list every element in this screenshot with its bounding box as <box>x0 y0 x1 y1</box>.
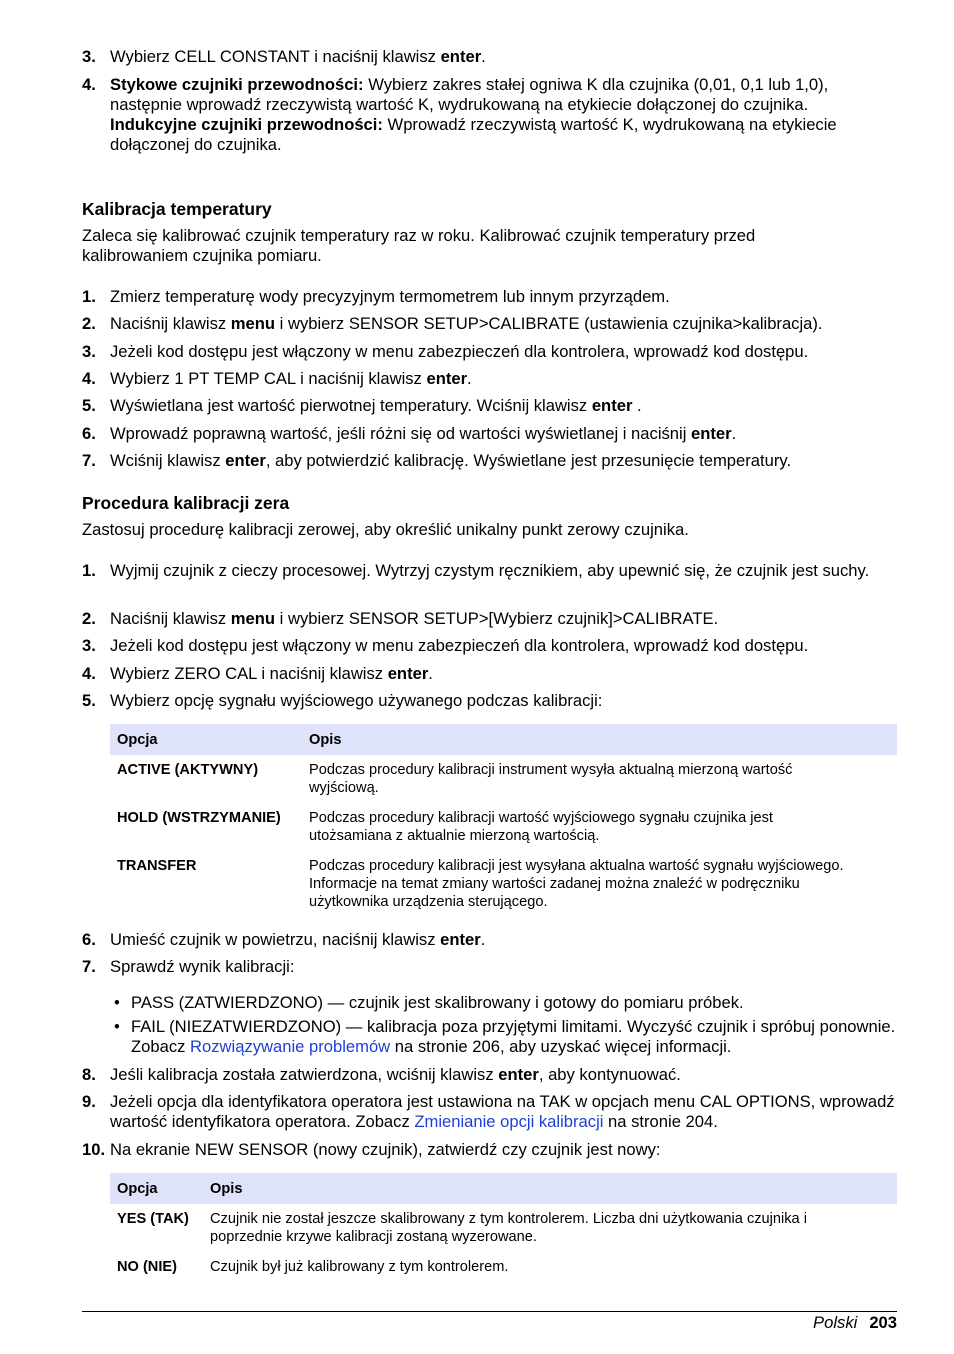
section-intro-zero: Zastosuj procedurę kalibracji zerowej, aby określić unikalny punkt zerowy czujnika. <box>82 520 689 539</box>
step-text: . <box>632 396 642 415</box>
step-text: Wciśnij klawisz <box>110 451 226 470</box>
page-number: 203 <box>869 1313 897 1332</box>
step-text: . <box>467 369 472 388</box>
temp-step <box>82 451 897 471</box>
cell-text: Podczas procedury kalibracji jest wysyłana aktualna wartość sygnału wyjściowego. Informacje na temat zmiany wartości zadanej można znaleźć w podręczniku użytkownika urządzenia sterującego. <box>309 858 844 910</box>
key-enter: enter <box>591 396 633 415</box>
table-header <box>110 1173 897 1204</box>
page-footer <box>813 1313 897 1333</box>
table-cell-description <box>203 1204 897 1252</box>
key-enter: enter <box>440 930 481 949</box>
step-number: 6. <box>82 424 96 443</box>
step-text: Wybierz ZERO CAL i naciśnij klawisz <box>110 664 388 683</box>
zero-step <box>82 691 897 711</box>
footer-language: Polski <box>813 1313 858 1332</box>
step-number: 4. <box>82 75 96 94</box>
step-text: na stronie 204. <box>603 1112 718 1131</box>
key-menu: menu <box>230 609 276 628</box>
table-cell-option: TRANSFER <box>117 858 197 874</box>
step-number: 7. <box>82 451 96 470</box>
step-text: Jeżeli kod dostępu jest włączony w menu zabezpieczeń dla kontrolera, wprowadź kod dostępu. <box>110 636 809 655</box>
inductive-label: Indukcyjne czujniki przewodności: <box>110 115 383 134</box>
step-text: . <box>480 930 486 949</box>
step-number: 3. <box>82 47 96 66</box>
link-calibration-options[interactable]: Zmienianie opcji kalibracji <box>414 1112 604 1131</box>
zero-step <box>82 664 897 684</box>
step-text-end: . <box>481 47 486 66</box>
link-troubleshooting[interactable]: Rozwiązywanie problemów <box>190 1037 391 1056</box>
step-number: 10. <box>82 1140 106 1159</box>
zero-step <box>82 1140 897 1160</box>
step-number: 7. <box>82 957 96 976</box>
table-header-description: Opis <box>203 1173 897 1204</box>
temp-step <box>82 314 897 334</box>
table-row <box>110 851 897 917</box>
key-menu: menu <box>230 314 276 333</box>
table-header <box>110 724 897 755</box>
intro-step-3 <box>82 47 897 67</box>
temp-step <box>82 396 897 416</box>
step-number: 3. <box>82 636 96 655</box>
step-text: Na ekranie NEW SENSOR (nowy czujnik), zatwierdź czy czujnik jest nowy: <box>110 1140 661 1159</box>
section-title-zero: Procedura kalibracji zera <box>82 493 290 513</box>
step-text: . <box>428 664 433 683</box>
bullet-dot: • <box>114 1017 120 1036</box>
step-text: , aby potwierdzić kalibrację. Wyświetlane jest przesunięcie temperatury. <box>265 451 792 470</box>
step-text: Naciśnij klawisz <box>110 609 231 628</box>
step-text: , aby kontynuować. <box>538 1065 681 1084</box>
key-enter: enter <box>225 451 266 470</box>
step-text: Naciśnij klawisz <box>110 314 231 333</box>
contact-text: Wybierz zakres stałej ogniwa K dla czujnika (0,01, 0,1 lub 1,0), następnie wprowadź rzeczywistą wartość K, wydrukowaną na etykiecie dołączonej do czujnika. <box>110 75 829 114</box>
table-cell-description <box>302 851 897 917</box>
zero-step <box>82 930 897 950</box>
step-text: Jeśli kalibracja została zatwierdzona, wciśnij klawisz <box>110 1065 499 1084</box>
result-bullet-fail <box>110 1017 897 1057</box>
step-number: 8. <box>82 1065 96 1084</box>
table-cell-description <box>302 803 897 851</box>
step-text: Jeżeli kod dostępu jest włączony w menu zabezpieczeń dla kontrolera, wprowadź kod dostępu. <box>110 342 809 361</box>
table-cell-option: NO (NIE) <box>117 1259 177 1275</box>
footer-divider <box>82 1311 897 1312</box>
step-text: . <box>731 424 737 443</box>
zero-step <box>82 636 897 656</box>
bullet-text: FAIL (NIEZATWIERDZONO) — kalibracja poza przyjętymi limitami. Wyczyść czujnik i spróbuj ponownie. Zobacz <box>131 1017 896 1056</box>
cell-text: Podczas procedury kalibracji instrument wysyła aktualną mierzoną wartość wyjściową. <box>309 762 793 796</box>
section-intro-temperature: Zaleca się kalibrować czujnik temperatury raz w roku. Kalibrować czujnik temperatury przed kalibrowaniem czujnika pomiaru. <box>82 226 756 265</box>
step-text: Wybierz opcję sygnału wyjściowego używanego podczas kalibracji: <box>110 691 603 710</box>
step-number: 5. <box>82 691 96 710</box>
zero-step <box>82 561 897 581</box>
key-enter: enter <box>440 47 482 66</box>
cell-text: Podczas procedury kalibracji wartość wyjściowego sygnału czujnika jest utożsamiana z aktualnie mierzoną wartością. <box>309 810 773 844</box>
contact-label: Stykowe czujniki przewodności: <box>110 75 364 94</box>
step-text: Wybierz CELL CONSTANT i naciśnij klawisz <box>110 47 441 66</box>
cell-text: Czujnik nie został jeszcze skalibrowany z tym kontrolerem. Liczba dni użytkowania czujnika i poprzednie krzywe kalibracji zostaną wyzerowane. <box>210 1211 807 1245</box>
zero-step <box>82 1092 897 1132</box>
key-enter: enter <box>691 424 732 443</box>
table-cell-option: YES (TAK) <box>117 1211 189 1227</box>
step-text: Umieść czujnik w powietrzu, naciśnij klawisz <box>110 930 441 949</box>
step-number: 4. <box>82 369 96 388</box>
zero-step <box>82 609 897 629</box>
new-sensor-table <box>110 1173 897 1282</box>
step-text: i wybierz SENSOR SETUP>[Wybierz czujnik]>CALIBRATE. <box>275 609 719 628</box>
step-number: 9. <box>82 1092 96 1111</box>
table-row <box>110 755 897 803</box>
bullet-text: PASS (ZATWIERDZONO) — czujnik jest skalibrowany i gotowy do pomiaru próbek. <box>131 993 744 1012</box>
output-options-table <box>110 724 897 917</box>
step-number: 1. <box>82 287 96 306</box>
step-text: Wyjmij czujnik z cieczy procesowej. Wytrzyj czystym ręcznikiem, aby upewnić się, że czujnik jest suchy. <box>110 561 870 580</box>
table-row <box>110 1252 897 1282</box>
step-text: Wybierz 1 PT TEMP CAL i naciśnij klawisz <box>110 369 427 388</box>
table-row <box>110 803 897 851</box>
step-number: 6. <box>82 930 96 949</box>
section-title-temperature: Kalibracja temperatury <box>82 199 272 219</box>
table-cell-description: Czujnik był już kalibrowany z tym kontrolerem. <box>210 1259 509 1275</box>
table-row <box>110 1204 897 1252</box>
temp-step <box>82 424 897 444</box>
intro-step-4 <box>82 75 842 155</box>
table-cell-description <box>302 755 897 803</box>
table-cell-option: HOLD (WSTRZYMANIE) <box>117 810 281 826</box>
key-enter: enter <box>498 1065 539 1084</box>
step-number: 5. <box>82 396 96 415</box>
step-text: Jeżeli opcja dla identyfikatora operatora jest ustawiona na TAK w opcjach menu CAL OPTIONS, wprowadź wartość identyfikatora operatora. Zobacz <box>110 1092 895 1131</box>
step-number: 2. <box>82 609 96 628</box>
step-number: 3. <box>82 342 96 361</box>
step-text: Sprawdź wynik kalibracji: <box>110 957 295 976</box>
step-text: Wprowadź poprawną wartość, jeśli różni się od wartości wyświetlanej i naciśnij <box>110 424 692 443</box>
inductive-text: Wprowadź rzeczywistą wartość K, wydrukowaną na etykiecie dołączonej do czujnika. <box>110 115 837 154</box>
table-cell-option: ACTIVE (AKTYWNY) <box>117 762 259 778</box>
step-text: i wybierz SENSOR SETUP>CALIBRATE (ustawienia czujnika>kalibracja). <box>275 314 823 333</box>
zero-step <box>82 957 897 977</box>
table-header-description: Opis <box>302 724 897 755</box>
bullet-text-end: na stronie 206, aby uzyskać więcej informacji. <box>390 1037 732 1056</box>
temp-step <box>82 342 897 362</box>
step-text: Wyświetlana jest wartość pierwotnej temperatury. Wciśnij klawisz <box>110 396 592 415</box>
temp-step <box>82 287 897 307</box>
table-header-option: Opcja <box>110 1173 203 1204</box>
step-text: Zmierz temperaturę wody precyzyjnym termometrem lub innym przyrządem. <box>110 287 670 306</box>
zero-step <box>82 1065 897 1085</box>
step-number: 1. <box>82 561 96 580</box>
table-header-option: Opcja <box>110 724 302 755</box>
step-number: 2. <box>82 314 96 333</box>
key-enter: enter <box>387 664 429 683</box>
step-number: 4. <box>82 664 96 683</box>
bullet-dot: • <box>114 993 120 1012</box>
key-enter: enter <box>426 369 468 388</box>
result-bullet-pass <box>110 993 897 1013</box>
temp-step <box>82 369 897 389</box>
